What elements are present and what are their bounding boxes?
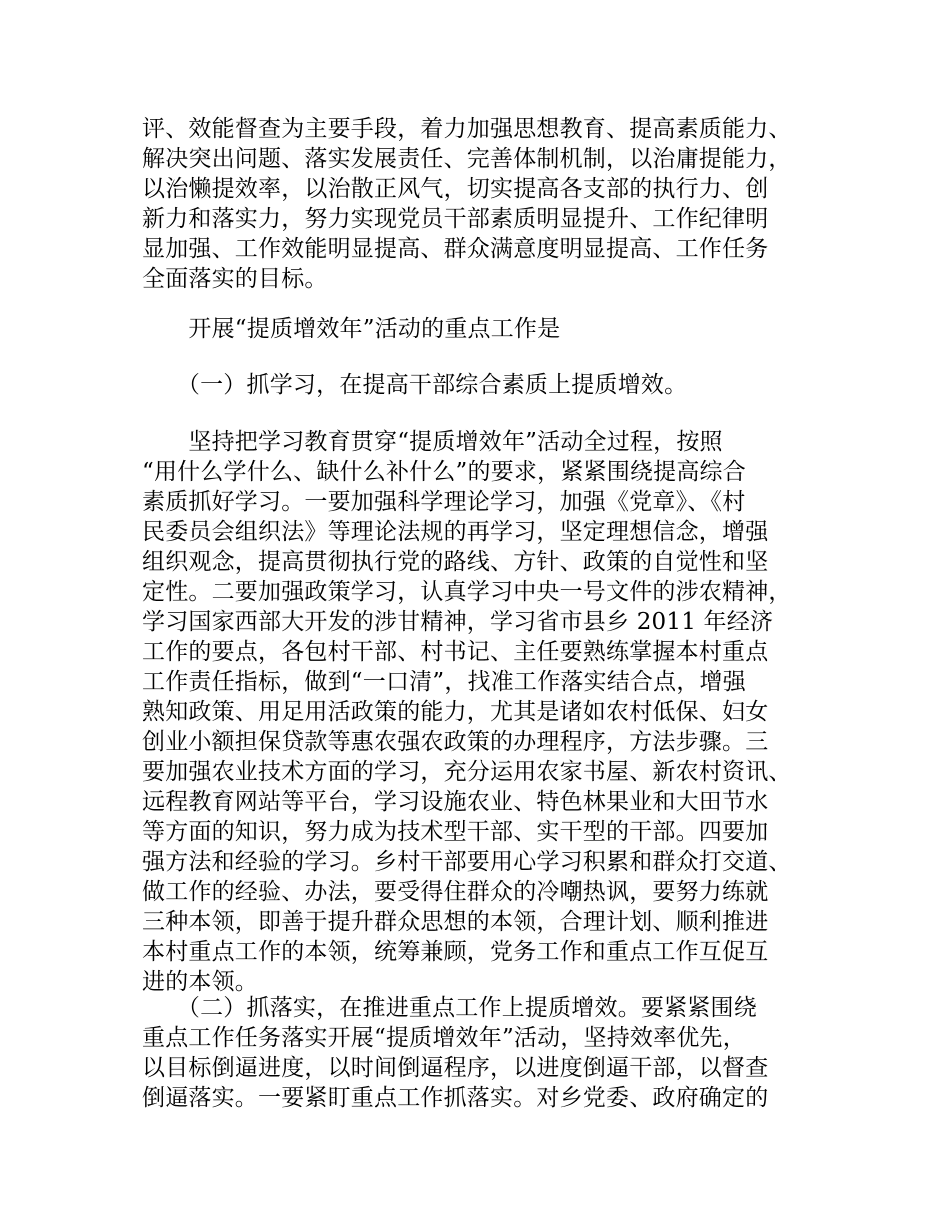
text-line: 定性。二要加强政策学习，认真学习中央一号文件的涉农精神， [142,579,792,605]
text-line: 全面落实的目标。 [142,266,328,292]
text-line: （二）抓落实，在推进重点工作上提质增效。要紧紧围绕 [142,995,757,1021]
text-line: 要加强农业技术方面的学习，充分运用农家书屋、新农村资讯、 [142,759,792,785]
text-line: 以治懒提效率，以治散正风气，切实提高各支部的执行力、创 [142,176,769,202]
text-line: 新力和落实力，努力实现党员干部素质明显提升、工作纪律明 [142,206,769,232]
text-line: 素质抓好学习。一要加强科学理论学习，加强《党章》、《村 [142,489,746,515]
paragraph-2 [142,314,832,344]
paragraph-5 [142,993,832,1113]
text-line: 远程教育网站等平台，学习设施农业、特色林果业和大田节水 [142,789,769,815]
text-line: 工作的要点，各包村干部、村书记、主任要熟练掌握本村重点 [142,639,769,665]
text-line: 做工作的经验、办法，要受得住群众的冷嘲热讽，要努力练就 [142,879,769,905]
text-line: （一）抓学习，在提高干部综合素质上提质增效。 [142,372,688,398]
text-line: 显加强、工作效能明显提高、群众满意度明显提高、工作任务 [142,236,769,262]
paragraph-4 [142,427,832,997]
text-line: 进的本领。 [142,969,258,995]
text-line: 以目标倒逼进度，以时间倒逼程序，以进度倒逼干部，以督查 [142,1055,769,1081]
paragraph-1 [142,114,832,294]
text-line: 组织观念，提高贯彻执行党的路线、方针、政策的自觉性和坚 [142,549,769,575]
text-line: 强方法和经验的学习。乡村干部要用心学习积累和群众打交道、 [142,849,792,875]
text-line: 民委员会组织法》等理论法规的再学习，坚定理想信念，增强 [142,519,769,545]
text-line: 工作责任指标，做到“一口清”，找准工作落实结合点，增强 [142,669,746,695]
text-line: 开展“提质增效年”活动的重点工作是 [142,316,561,342]
text-line: 本村重点工作的本领，统筹兼顾，党务工作和重点工作互促互 [142,939,769,965]
text-line: 等方面的知识，努力成为技术型干部、实干型的干部。四要加 [142,819,769,845]
text-line: 三种本领，即善于提升群众思想的本领，合理计划、顺利推进 [142,909,769,935]
text-line: 评、效能督查为主要手段，着力加强思想教育、提高素质能力、 [142,116,792,142]
text-line: 重点工作任务落实开展“提质增效年”活动，坚持效率优先， [142,1025,746,1051]
text-line: 熟知政策、用足用活政策的能力，尤其是诸如农村低保、妇女 [142,699,769,725]
text-line: 学习国家西部大开发的涉甘精神，学习省市县乡 2011 年经济 [142,609,774,635]
text-line: 创业小额担保贷款等惠农强农政策的办理程序，方法步骤。三 [142,729,769,755]
text-line: “用什么学什么、缺什么补什么”的要求，紧紧围绕提高综合 [142,459,746,485]
text-line: 坚持把学习教育贯穿“提质增效年”活动全过程，按照 [142,429,723,455]
text-line: 倒逼落实。一要紧盯重点工作抓落实。对乡党委、政府确定的 [142,1085,769,1111]
section-heading-1 [142,370,832,400]
text-line: 解决突出问题、落实发展责任、完善体制机制，以治庸提能力， [142,146,792,172]
